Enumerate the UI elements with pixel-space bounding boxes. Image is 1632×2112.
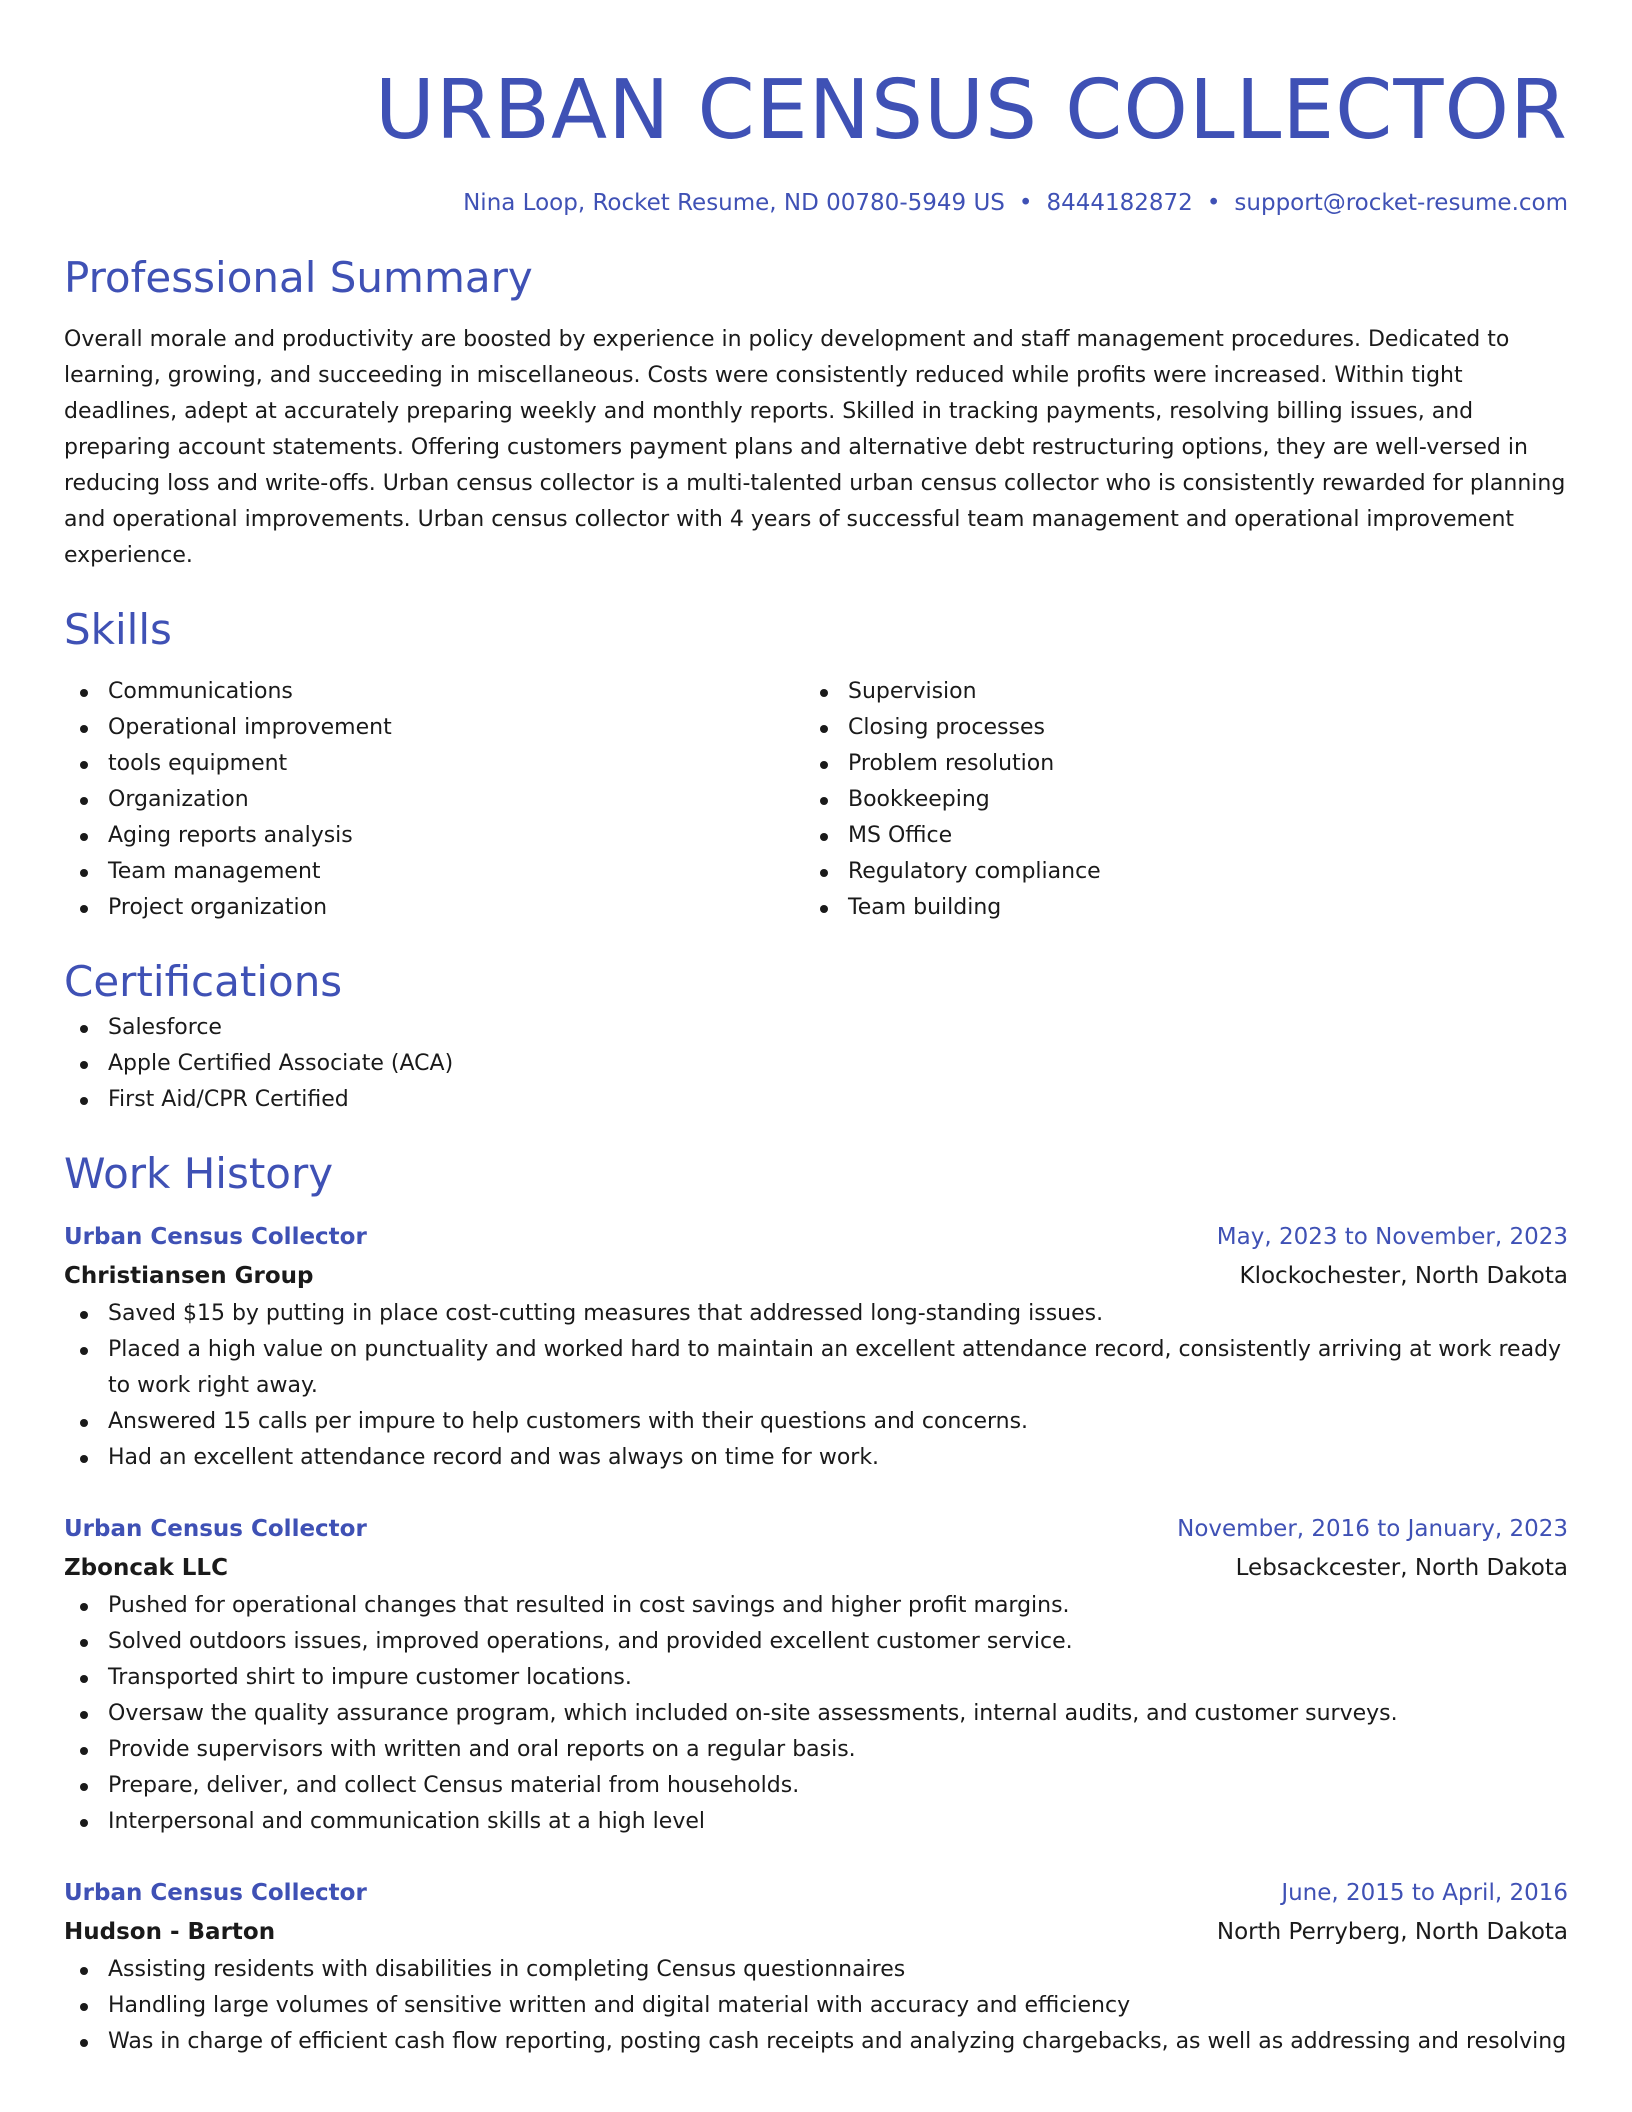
certification-item: Apple Certified Associate (ACA) [64,1046,1568,1082]
certification-item: Salesforce [64,1010,1568,1046]
certifications-list [64,1010,1568,1118]
job-bullet-list [64,1296,1568,1476]
section-title-skills: Skills [64,605,172,654]
job-bullet: Prepare, deliver, and collect Census material from households. [64,1768,1568,1804]
skills-list-left [64,674,804,926]
contact-separator: • [1018,190,1033,216]
skill-item: Operational improvement [64,710,804,746]
skill-item: Team management [64,854,804,890]
job-bullet: Provide supervisors with written and oral reports on a regular basis. [64,1732,1568,1768]
skills-grid [64,674,1568,926]
job-bullet-list [64,1952,1568,2060]
skills-column-left [64,674,804,926]
job-dates: November, 2016 to January, 2023 [1177,1516,1568,1542]
job-bullet: Saved $15 by putting in place cost-cutting measures that addressed long-standing issues. [64,1296,1568,1332]
job-bullet: Oversaw the quality assurance program, which included on-site assessments, internal audits, and customer surveys. [64,1696,1568,1732]
job-company: Christiansen Group [64,1263,314,1289]
job-title: Urban Census Collector [64,1516,367,1542]
job-header-row [64,1218,1568,1256]
job-location: Klockochester, North Dakota [1239,1263,1568,1289]
job-bullet: Pushed for operational changes that resulted in cost savings and higher profit margins. [64,1588,1568,1624]
skill-item: tools equipment [64,746,804,782]
job-dates: May, 2023 to November, 2023 [1216,1224,1568,1250]
contact-phone: 8444182872 [1046,190,1193,216]
skill-item: Organization [64,782,804,818]
job-employer-row [64,1548,1568,1588]
job-company: Hudson - Barton [64,1919,276,1945]
skill-item: Closing processes [804,710,1544,746]
job-employer-row [64,1912,1568,1952]
skill-item: Problem resolution [804,746,1544,782]
skill-item: Regulatory compliance [804,854,1544,890]
skills-column-right [804,674,1544,926]
job-bullet: Had an excellent attendance record and was always on time for work. [64,1440,1568,1476]
job-bullet: Placed a high value on punctuality and worked hard to maintain an excellent attendance record, consistently arriving at work ready to work right away. [64,1332,1568,1404]
skill-item: Supervision [804,674,1544,710]
contact-address: Nina Loop, Rocket Resume, ND 00780-5949 US [463,190,1005,216]
job-entry [64,1218,1568,1476]
skill-item: Project organization [64,890,804,926]
skill-item: MS Office [804,818,1544,854]
section-title-work-history: Work History [64,1149,334,1198]
skill-item: Team building [804,890,1544,926]
skill-item: Communications [64,674,804,710]
skills-section [64,602,1568,926]
section-title-summary: Professional Summary [64,253,533,302]
job-header-row [64,1874,1568,1912]
skills-list-right [804,674,1544,926]
job-header-row [64,1510,1568,1548]
job-company: Zboncak LLC [64,1555,228,1581]
job-bullet-list [64,1588,1568,1840]
job-entry [64,1510,1568,1840]
work-history-section [64,1146,1568,2060]
contact-line [64,186,1568,220]
job-bullet: Answered 15 calls per impure to help customers with their questions and concerns. [64,1404,1568,1440]
candidate-name: URBAN CENSUS COLLECTOR [374,63,1568,158]
job-employer-row [64,1256,1568,1296]
job-bullet: Assisting residents with disabilities in completing Census questionnaires [64,1952,1568,1988]
job-dates: June, 2015 to April, 2016 [1281,1880,1568,1906]
job-title: Urban Census Collector [64,1224,367,1250]
section-title-certifications: Certifications [64,957,343,1006]
summary-text: Overall morale and productivity are boosted by experience in policy development and staff management procedures. Dedicated to learning, growing, and succeeding in miscellaneous. Costs were consistently reduced while profits were increased. Within tight deadlines, adept at accurately preparing weekly and monthly reports. Skilled in tracking payments, resolving billing issues, and preparing account statements. Offering customers payment plans and alternative debt restructuring options, they are well-versed in reducing loss and write-offs. Urban census collector is a multi-talented urban census collector who is consistently rewarded for planning and operational improvements. Urban census collector with 4 years of successful team management and operational improvement experience. [64,327,1566,568]
job-bullet: Interpersonal and communication skills at a high level [64,1804,1568,1840]
certification-item: First Aid/CPR Certified [64,1082,1568,1118]
job-bullet: Was in charge of efficient cash flow reporting, posting cash receipts and analyzing chargebacks, as well as addressing and resolving [64,2024,1568,2060]
job-entry [64,1874,1568,2060]
job-location: North Perryberg, North Dakota [1216,1919,1568,1945]
skill-item: Aging reports analysis [64,818,804,854]
job-bullet: Transported shirt to impure customer locations. [64,1660,1568,1696]
job-location: Lebsackcester, North Dakota [1235,1555,1568,1581]
contact-email[interactable]: support@rocket-resume.com [1234,190,1568,216]
certifications-section [64,954,1568,1118]
resume-header [64,56,1568,220]
job-bullet: Solved outdoors issues, improved operations, and provided excellent customer service. [64,1624,1568,1660]
skill-item: Bookkeeping [804,782,1544,818]
job-title: Urban Census Collector [64,1880,367,1906]
contact-separator: • [1206,190,1221,216]
job-bullet: Handling large volumes of sensitive written and digital material with accuracy and efficiency [64,1988,1568,2024]
professional-summary-section [64,250,1568,574]
